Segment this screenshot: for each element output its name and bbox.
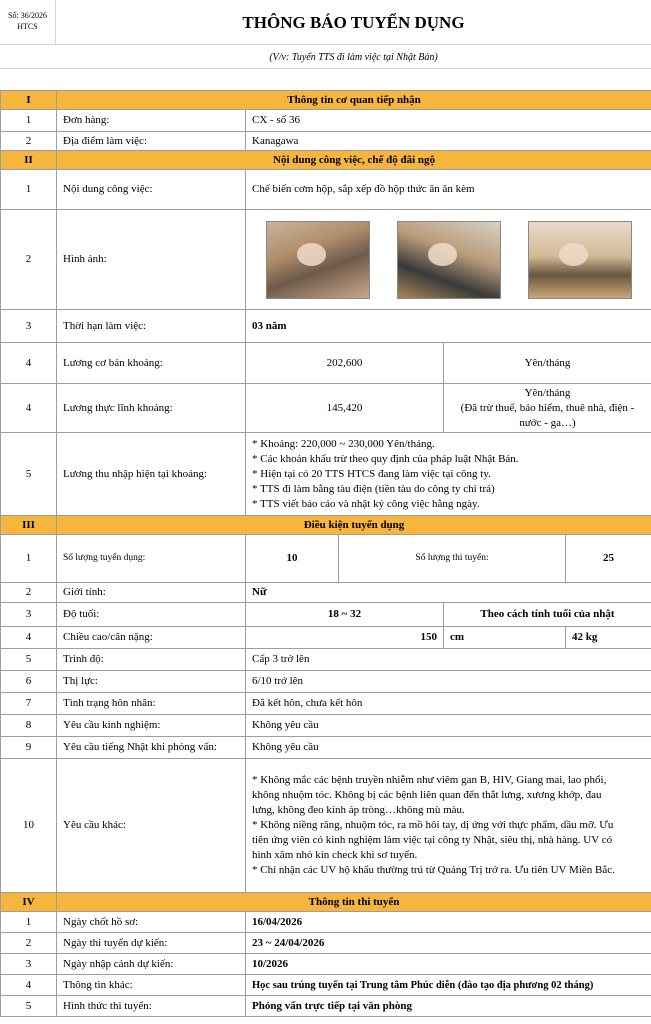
table-row (1, 384, 651, 433)
row-number: 5 (1, 433, 57, 516)
photo-icon (528, 221, 632, 299)
unit-line: Yên/tháng (524, 386, 571, 399)
detail-line: * TTS đi làm bằng tàu điện (tiền tàu do công ty chi trả) (252, 482, 495, 495)
unit-line: (Đã trừ thuế, bảo hiểm, thuê nhà, điện - (460, 401, 635, 414)
row-label: Giới tính: (57, 583, 246, 603)
row-label: Yêu cầu kinh nghiệm: (57, 715, 246, 737)
row-value: 10/2026 (246, 954, 651, 975)
table-row (1, 210, 651, 310)
section-number: III (1, 516, 57, 535)
row-number: 2 (1, 933, 57, 954)
salary-unit (444, 384, 651, 433)
row-label: Số lượng tuyển dụng: (57, 535, 246, 583)
row-label: Địa điểm làm việc: (57, 132, 246, 151)
row-number: 4 (1, 627, 57, 649)
section-header-1 (1, 91, 651, 110)
salary-unit: Yên/tháng (444, 343, 651, 384)
table-row (1, 996, 651, 1017)
row-number: 2 (1, 210, 57, 310)
detail-line: * Khoảng: 220,000 ~ 230,000 Yên/tháng. (252, 437, 435, 450)
row-label: Lương thực lĩnh khoảng: (57, 384, 246, 433)
income-details (246, 433, 651, 516)
row-number: 5 (1, 649, 57, 671)
table-row (1, 583, 651, 603)
table-row (1, 132, 651, 151)
table-row (1, 170, 651, 210)
section-header-2 (1, 151, 651, 170)
row-label: Đơn hàng: (57, 110, 246, 132)
row-label: Yêu cầu tiếng Nhật khi phỏng vấn: (57, 737, 246, 759)
row-label: Ngày thi tuyển dự kiến: (57, 933, 246, 954)
section-title: Thông tin cơ quan tiếp nhận (57, 91, 651, 110)
row-label: Yêu cầu khác: (57, 759, 246, 893)
document-code (0, 0, 56, 45)
row-label: Ngày nhập cảnh dự kiến: (57, 954, 246, 975)
detail-line: hình xăm nhỏ kín check khi sơ tuyển. (252, 849, 418, 861)
detail-line: * Không niềng răng, nhuộm tóc, ra mồ hôi tay, dị ứng với thực phẩm, dầu mỡ. Ưu (252, 819, 614, 831)
row-label: Hình thức thi tuyển: (57, 996, 246, 1017)
detail-line: * Chỉ nhận các UV hộ khẩu thường trú từ Quảng Trị trở ra. Ưu tiên UV Miền Bắc. (252, 864, 615, 876)
row-value: CX - số 36 (246, 110, 651, 132)
row-number: 1 (1, 170, 57, 210)
row-label: Thông tin khác: (57, 975, 246, 996)
row-number: 3 (1, 603, 57, 627)
row-value: 23 ~ 24/04/2026 (246, 933, 651, 954)
row-value: Không yêu cầu (246, 737, 651, 759)
exam-quantity-value: 25 (566, 535, 651, 583)
row-number: 1 (1, 912, 57, 933)
page-title: THÔNG BÁO TUYỂN DỤNG (242, 12, 465, 32)
table-row (1, 627, 651, 649)
row-number: 5 (1, 996, 57, 1017)
row-number: 3 (1, 310, 57, 343)
table-row (1, 671, 651, 693)
row-value: Phỏng vấn trực tiếp tại văn phòng (246, 996, 651, 1017)
table-row (1, 759, 651, 893)
table-row (1, 110, 651, 132)
row-value: Đã kết hôn, chưa kết hôn (246, 693, 651, 715)
table-row (1, 715, 651, 737)
row-number: 4 (1, 384, 57, 433)
table-row (1, 535, 651, 583)
height-value: 150 (246, 627, 444, 649)
row-label: Trình độ: (57, 649, 246, 671)
row-number: 10 (1, 759, 57, 893)
row-number: 6 (1, 671, 57, 693)
section-title: Thông tin thi tuyển (57, 893, 651, 912)
row-number: 1 (1, 535, 57, 583)
weight-unit: kg (585, 631, 598, 643)
photo-gallery (246, 210, 651, 310)
row-number: 1 (1, 110, 57, 132)
document-org: HTCS (17, 22, 38, 31)
detail-line: * Hiện tại có 20 TTS HTCS đang làm việc tại công ty. (252, 467, 491, 480)
section-header-4 (1, 893, 651, 912)
section-number: I (1, 91, 57, 110)
photo-icon (266, 221, 370, 299)
detail-line: * Các khoản khấu trừ theo quy định của pháp luật Nhật Bản. (252, 452, 519, 465)
section-header-3 (1, 516, 651, 535)
row-value: Nữ (246, 583, 651, 603)
row-value: Chế biến cơm hộp, sắp xếp đồ hộp thức ăn ăn kèm (246, 170, 651, 210)
table-row (1, 310, 651, 343)
exam-quantity-label: Số lượng thi tuyển: (339, 535, 566, 583)
row-label: Lương cơ bản khoảng: (57, 343, 246, 384)
section-number: II (1, 151, 57, 170)
spacer-row (0, 68, 651, 90)
weight-value: 42 (572, 631, 583, 643)
section-number: IV (1, 893, 57, 912)
detail-line: không nhuộm tóc. Không bị các bệnh liên quan đến thắt lưng, xương khớp, đau (252, 789, 602, 801)
salary-value: 202,600 (246, 343, 444, 384)
row-number: 9 (1, 737, 57, 759)
row-label: Độ tuổi: (57, 603, 246, 627)
table-row (1, 649, 651, 671)
section-title: Nội dung công việc, chế độ đãi ngộ (57, 151, 651, 170)
row-number: 4 (1, 343, 57, 384)
other-requirements (246, 759, 651, 893)
row-label: Lương thu nhập hiện tại khoảng: (57, 433, 246, 516)
height-unit: cm (444, 627, 566, 649)
table-row (1, 954, 651, 975)
row-value: 6/10 trở lên (246, 671, 651, 693)
row-number: 4 (1, 975, 57, 996)
document-header (0, 0, 651, 45)
table-row (1, 343, 651, 384)
detail-line: tiên ứng viên có kinh nghiệm làm việc tại công ty Nhật, siêu thị, nhà hàng. UV có (252, 834, 613, 846)
row-number: 3 (1, 954, 57, 975)
table-row (1, 433, 651, 516)
row-value: Học sau trúng tuyển tại Trung tâm Phúc diễn (đào tạo địa phương 02 tháng) (246, 975, 651, 996)
row-value: 16/04/2026 (246, 912, 651, 933)
row-label: Ngày chốt hồ sơ: (57, 912, 246, 933)
row-value: Kanagawa (246, 132, 651, 151)
row-label: Tình trạng hôn nhân: (57, 693, 246, 715)
table-row (1, 975, 651, 996)
weight-cell (566, 627, 651, 649)
row-label: Thời hạn làm việc: (57, 310, 246, 343)
row-number: 7 (1, 693, 57, 715)
detail-line: lưng, không đeo kính áp tròng…không mù màu. (252, 804, 465, 816)
age-note: Theo cách tính tuổi của nhật (444, 603, 651, 627)
photo-icon (397, 221, 501, 299)
row-label: Nội dung công việc: (57, 170, 246, 210)
detail-line: * TTS viết báo cáo và nhật ký công việc hằng ngày. (252, 497, 480, 510)
row-number: 2 (1, 583, 57, 603)
document-number: Số: 36/2026 (8, 11, 47, 20)
table-row (1, 737, 651, 759)
row-value: Không yêu cầu (246, 715, 651, 737)
notice-table (0, 90, 651, 1017)
unit-line: nước - ga…) (519, 416, 576, 429)
section-title: Điều kiện tuyển dụng (57, 516, 651, 535)
row-number: 8 (1, 715, 57, 737)
salary-value: 145,420 (246, 384, 444, 433)
row-label: Hình ảnh: (57, 210, 246, 310)
row-label: Thị lực: (57, 671, 246, 693)
quantity-value: 10 (246, 535, 339, 583)
table-row (1, 933, 651, 954)
row-number: 2 (1, 132, 57, 151)
row-value: 03 năm (246, 310, 651, 343)
table-row (1, 603, 651, 627)
row-label: Chiều cao/cân nặng: (57, 627, 246, 649)
page-subtitle: (V/v: Tuyển TTS đi làm việc tại Nhật Bản) (269, 51, 438, 63)
age-value: 18 ~ 32 (246, 603, 444, 627)
table-row (1, 693, 651, 715)
table-row (1, 912, 651, 933)
row-value: Cấp 3 trở lên (246, 649, 651, 671)
detail-line: * Không mắc các bệnh truyền nhiễm như viêm gan B, HIV, Giang mai, lao phổi, (252, 774, 607, 786)
